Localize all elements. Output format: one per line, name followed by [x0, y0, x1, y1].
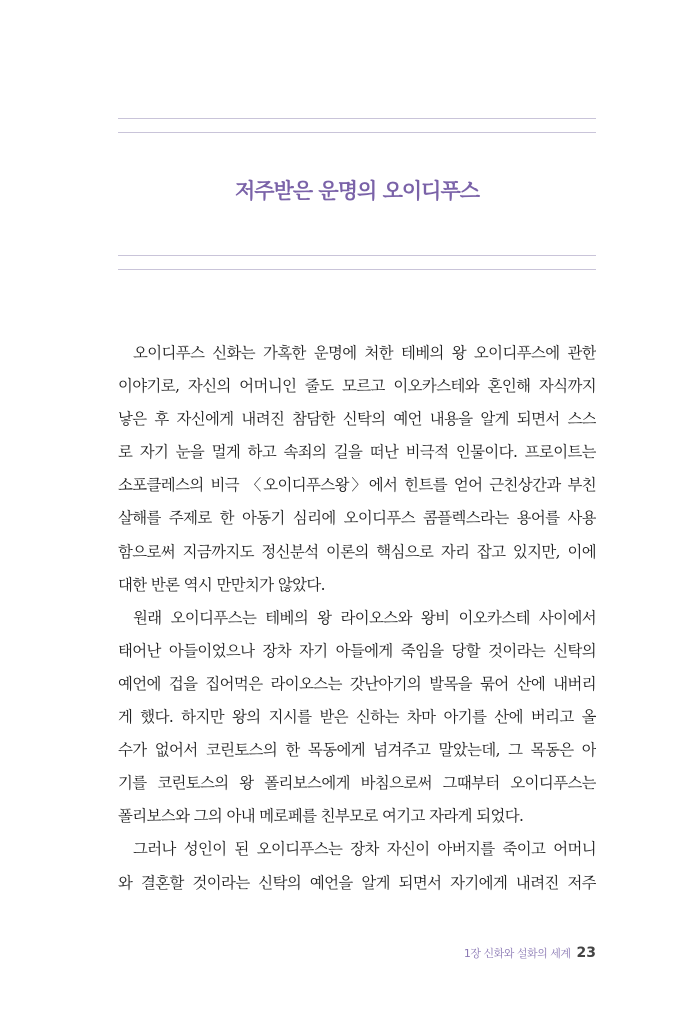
text-line: 와 결혼할 것이라는 신탁의 예언을 알게 되면서 자기에게 내려진 저주	[118, 873, 596, 892]
text-line: 수가 없어서 코린토스의 한 목동에게 넘겨주고 말았는데, 그 목동은 아	[118, 741, 596, 760]
text-line: 오이디푸스 신화는 가혹한 운명에 처한 테베의 왕 오이디푸스에 관한	[133, 344, 596, 362]
page-number: 23	[576, 945, 596, 961]
text-line: 기를 코린토스의 왕 폴리보스에게 바침으로써 그때부터 오이디푸스는	[118, 774, 596, 793]
text-line: 폴리보스와 그의 아내 메로페를 친부모로 여기고 자라게 되었다.	[118, 807, 524, 826]
text-line: 그러나 성인이 된 오이디푸스는 장차 자신이 아버지를 죽이고 어머니	[133, 840, 596, 859]
text-line: 소포클레스의 비극 〈오이디푸스왕〉에서 힌트를 얻어 근친상간과 부친	[118, 476, 596, 495]
text-line: 태어난 아들이었으나 장차 자기 아들에게 죽임을 당할 것이라는 신탁의	[118, 641, 596, 660]
page-footer	[464, 942, 596, 961]
text-line: 함으로써 지금까지도 정신분석 이론의 핵심으로 자리 잡고 있지만, 이에	[118, 542, 596, 561]
text-line: 대한 반론 역시 만만치가 않았다.	[118, 575, 325, 594]
header-rule-bottom	[118, 255, 596, 256]
text-line: 게 했다. 하지만 왕의 지시를 받은 신하는 차마 아기를 산에 버리고 올	[118, 708, 596, 727]
header-rule-bottom-second	[118, 269, 596, 270]
text-line: 이야기로, 자신의 어머니인 줄도 모르고 이오카스테와 혼인해 자식까지	[118, 377, 596, 396]
header-rule-top	[118, 118, 596, 119]
text-line: 낳은 후 자신에게 내려진 참담한 신탁의 예언 내용을 알게 되면서 스스	[118, 410, 596, 429]
text-line: 로 자기 눈을 멀게 하고 속죄의 길을 떠난 비극적 인물이다. 프로이트는	[118, 443, 596, 462]
text-line: 원래 오이디푸스는 테베의 왕 라이오스와 왕비 이오카스테 사이에서	[133, 608, 596, 627]
chapter-title: 저주받은 운명의 오이디푸스	[234, 179, 480, 203]
body-text	[118, 337, 596, 900]
text-line: 살해를 주제로 한 아동기 심리에 오이디푸스 콤플렉스라는 용어를 사용	[118, 509, 596, 528]
footer-chapter-label: 1장 신화와 설화의 세계	[463, 947, 571, 960]
header-rule-top-second	[118, 132, 596, 133]
text-line: 예언에 겁을 집어먹은 라이오스는 갓난아기의 발목을 묶어 산에 내버리	[118, 674, 596, 693]
